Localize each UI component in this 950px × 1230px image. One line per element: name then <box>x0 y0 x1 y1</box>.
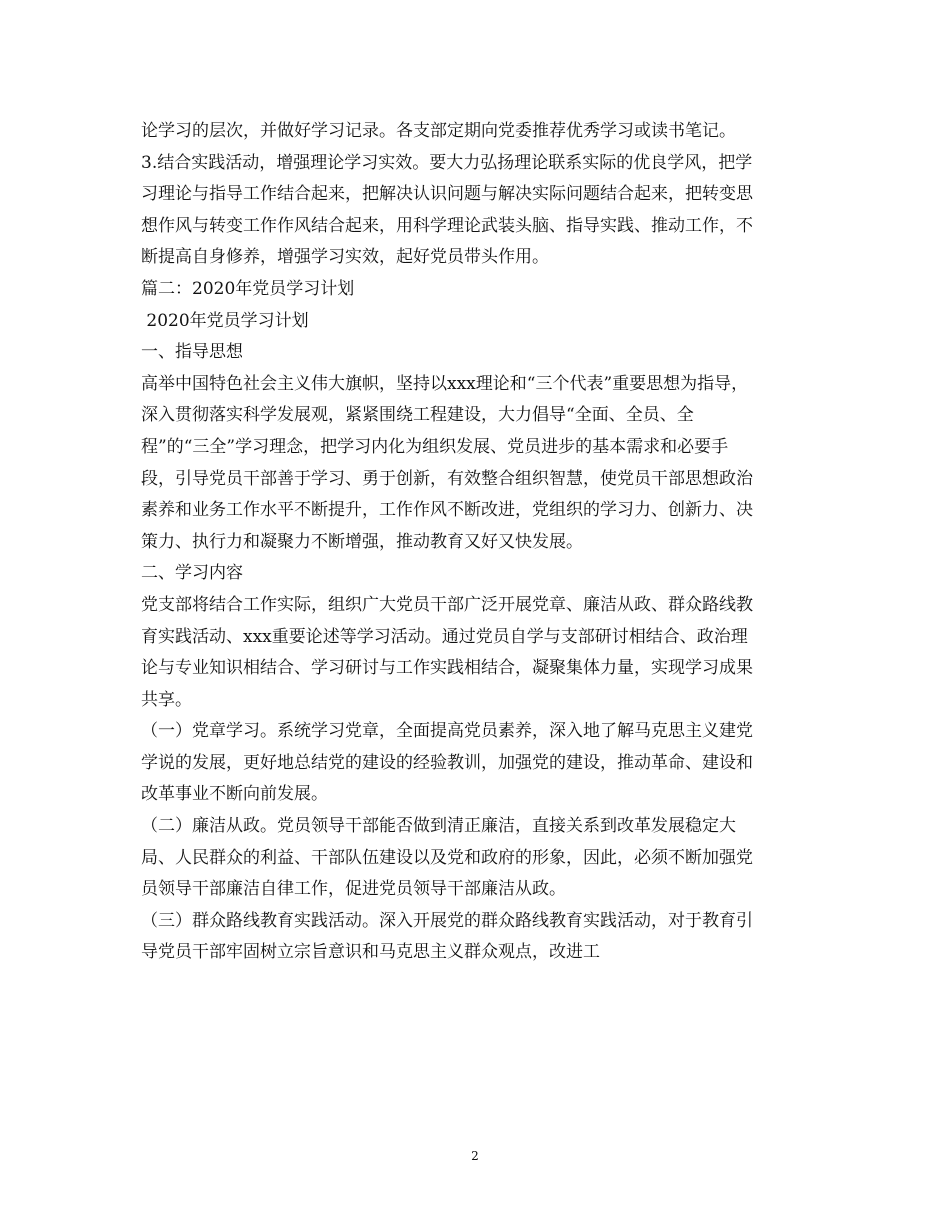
text-line: 导党员干部牢固树立宗旨意识和马克思主义群众观点，改进工 <box>141 942 600 963</box>
text-line: 育实践活动、xxx重要论述等学习活动。通过党员自学与支部研讨相结合、政治理 <box>141 626 748 647</box>
text-line: 员领导干部廉洁自律工作，促进党员领导干部廉洁从政。 <box>141 879 566 900</box>
text-line: 段，引导党员干部善于学习、勇于创新，有效整合组织智慧，使党员干部思想政治 <box>141 468 753 489</box>
text-line: 改革事业不断向前发展。 <box>141 784 328 805</box>
text-line: 3.结合实践活动，增强理论学习实效。要大力弘扬理论联系实际的优良学风，把学 <box>141 152 753 173</box>
text-line: （二）廉洁从政。党员领导干部能否做到清正廉洁，直接关系到改革发展稳定大 <box>141 816 736 837</box>
text-line: 深入贯彻落实科学发展观，紧紧围绕工程建设，大力倡导“全面、全员、全 <box>141 405 694 426</box>
section-heading: 二、学习内容 <box>141 563 243 584</box>
text-line: 策力、执行力和凝聚力不断增强，推动教育又好又快发展。 <box>141 531 583 552</box>
text-line: 程”的“三全”学习理念，把学习内化为组织发展、党员进步的基本需求和必要手 <box>141 436 729 457</box>
text-line: 局、人民群众的利益、干部队伍建设以及党和政府的形象，因此，必须不断加强党 <box>141 847 753 868</box>
text-line: 论与专业知识相结合、学习研讨与工作实践相结合，凝聚集体力量，实现学习成果 <box>141 658 753 679</box>
text-line: 素养和业务工作水平不断提升，工作作风不断改进，党组织的学习力、创新力、决 <box>141 500 753 521</box>
text-line: （三）群众路线教育实践活动。深入开展党的群众路线教育实践活动，对于教育引 <box>141 910 753 931</box>
document-title: 2020年党员学习计划 <box>141 310 309 331</box>
text-line: 学说的发展，更好地总结党的建设的经验教训，加强党的建设，推动革命、建设和 <box>141 752 753 773</box>
text-line: 高举中国特色社会主义伟大旗帜，坚持以xxx理论和“三个代表”重要思想为指导， <box>141 373 749 394</box>
text-line: 党支部将结合工作实际，组织广大党员干部广泛开展党章、廉洁从政、群众路线教 <box>141 594 753 615</box>
text-line: （一）党章学习。系统学习党章，全面提高党员素养，深入地了解马克思主义建党 <box>141 721 753 742</box>
text-line: 习理论与指导工作结合起来，把解决认识问题与解决实际问题结合起来，把转变思 <box>141 184 753 205</box>
section-heading: 一、指导思想 <box>141 342 243 363</box>
text-line: 想作风与转变工作作风结合起来，用科学理论武装头脑、指导实践、推动工作，不 <box>141 215 753 236</box>
text-line: 论学习的层次，并做好学习记录。各支部定期向党委推荐优秀学习或读书笔记。 <box>141 121 736 141</box>
section-heading: 篇二：2020年党员学习计划 <box>141 278 355 299</box>
text-line: 共享。 <box>141 689 192 710</box>
page-number: 2 <box>471 1149 479 1163</box>
text-line: 断提高自身修养，增强学习实效，起好党员带头作用。 <box>141 247 549 268</box>
document-body <box>141 116 821 969</box>
